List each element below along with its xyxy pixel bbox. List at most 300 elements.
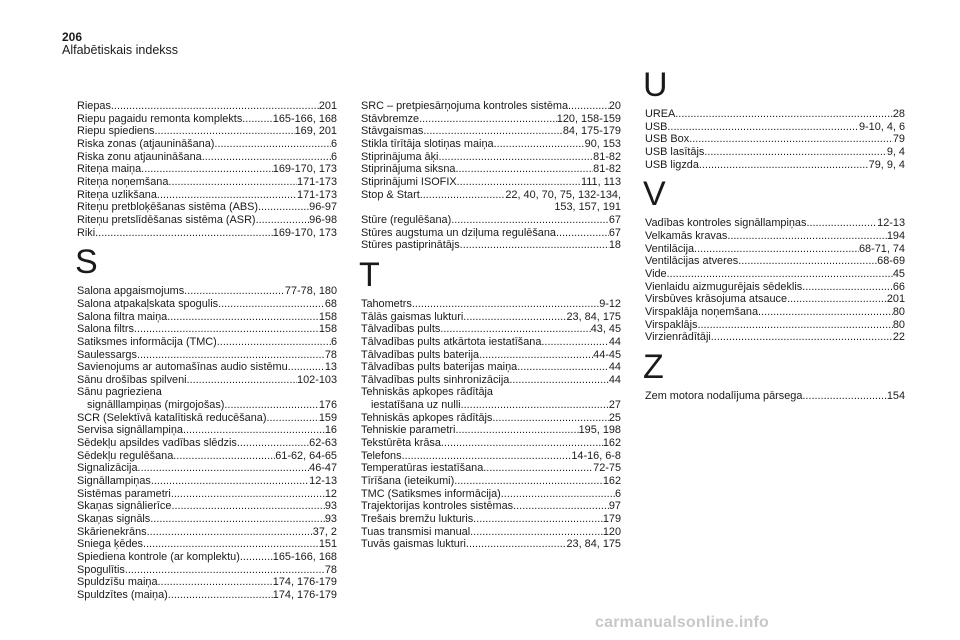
entry-pages: 12 [324, 487, 337, 500]
index-entry[interactable] [77, 538, 337, 551]
entry-name: Signalizācija [77, 462, 138, 475]
index-entry[interactable] [361, 176, 621, 189]
entry-name: Riteņa noņemšana [77, 175, 169, 188]
dot-leader [451, 214, 609, 227]
dot-leader [147, 526, 313, 539]
page-title: Alfabētiskais indekss [62, 43, 179, 57]
entry-pages: 68 [324, 297, 337, 310]
entry-name: Ventilācija [645, 242, 695, 255]
dot-leader [242, 113, 273, 126]
entry-name: Spiediena kontrole (ar komplektu) [77, 551, 240, 563]
section-letter: U [643, 66, 668, 104]
dot-leader [704, 146, 887, 159]
entry-pages: 195, 198 [578, 424, 621, 437]
dot-leader [463, 311, 566, 324]
dot-leader [402, 450, 572, 463]
dot-leader [168, 589, 273, 602]
index-entry[interactable] [77, 214, 337, 227]
entry-pages: 62-63 [309, 437, 337, 450]
index-entry[interactable] [361, 336, 621, 349]
dot-leader [237, 437, 309, 450]
index-entry[interactable] [361, 349, 621, 362]
entry-name: Tālvadības pults sinhronizācija [361, 373, 510, 386]
subentry-pages: 27 [608, 399, 621, 412]
section-letter: V [643, 175, 666, 214]
entry-pages: 22, 40, 70, 75, 132-134, [505, 188, 621, 201]
dot-leader [224, 399, 318, 412]
dot-leader [455, 424, 578, 437]
entry-pages: 79, 9, 4 [868, 158, 905, 171]
entry-pages: 6 [330, 150, 337, 163]
entry-name: USB lasītājs [645, 145, 705, 158]
index-entry[interactable] [77, 361, 337, 374]
index-entry[interactable] [77, 576, 337, 589]
dot-leader [699, 159, 869, 172]
dot-leader [141, 163, 273, 176]
entry-name: Signāllampiņas [77, 475, 151, 488]
entry-pages: 6 [614, 487, 621, 500]
subentry-pages: 176 [318, 399, 337, 412]
dot-leader [184, 285, 285, 298]
index-entry[interactable] [77, 437, 337, 450]
entry-pages: 194 [886, 229, 905, 242]
entry-name: Velkamās kravas [645, 229, 728, 242]
entry-name: Stāvgaismas [361, 125, 424, 138]
entry-pages: 25 [608, 411, 621, 424]
index-entry[interactable] [361, 450, 621, 463]
index-entry[interactable] [77, 201, 337, 214]
entry-pages-continued: 153, 157, 191 [554, 201, 621, 214]
entry-pages: 154 [886, 389, 905, 402]
entry-name: Stiprinājuma siksna [361, 163, 456, 176]
entry-name: Virspaklājs [645, 318, 698, 331]
dot-leader [492, 412, 609, 425]
entry-pages: 169-170, 173 [272, 163, 337, 176]
dot-leader [494, 138, 585, 151]
dot-leader [137, 349, 325, 362]
dot-leader [501, 488, 615, 501]
index-column-3 [645, 68, 905, 403]
index-entry[interactable] [645, 281, 905, 294]
index-entry[interactable] [645, 319, 905, 332]
dot-leader [513, 500, 609, 513]
index-entry[interactable] [361, 361, 621, 374]
dot-leader [556, 227, 609, 240]
entry-name: Stūre (regulēšana) [361, 213, 452, 226]
entry-pages: 61-62, 64-65 [275, 449, 337, 462]
entry-name: Sniega ķēdes [77, 538, 143, 551]
dot-leader [214, 138, 331, 151]
entry-name: Riki [77, 226, 96, 239]
index-entry[interactable] [361, 227, 621, 240]
entry-name: Tālvadības pults [361, 323, 441, 336]
entry-name: Riteņu pretbloķēšanas sistēma (ABS) [77, 201, 258, 214]
dot-leader [155, 125, 295, 138]
dot-leader [694, 243, 859, 256]
dot-leader [457, 176, 581, 189]
index-entry[interactable] [361, 239, 621, 252]
index-entry[interactable] [77, 138, 337, 151]
entry-name: Sēdekļu apsildes vadības slēdzis [77, 437, 237, 450]
dot-leader [167, 311, 319, 324]
entry-name: Stūres pastiprinātājs [361, 239, 460, 252]
index-entry[interactable] [645, 243, 905, 256]
index-entry[interactable] [361, 412, 621, 425]
index-entry[interactable] [77, 349, 337, 362]
entry-pages: 201 [318, 100, 337, 112]
entry-name: Stāvbremze [361, 112, 420, 125]
index-entry[interactable] [77, 189, 337, 202]
index-entry[interactable] [645, 133, 905, 146]
index-subentry[interactable] [361, 399, 621, 412]
entry-pages: 9, 4 [886, 145, 905, 158]
entry-pages: 23, 84, 175 [566, 538, 621, 551]
entry-name: Tehniskās apkopes rādītāja [361, 386, 493, 399]
index-entry[interactable] [77, 336, 337, 349]
dot-leader [441, 437, 603, 450]
index-entry[interactable] [77, 163, 337, 176]
entry-name: Ventilācijas atveres [645, 255, 739, 268]
index-entry[interactable] [645, 331, 905, 344]
entry-pages: 78 [324, 348, 337, 361]
dot-leader [711, 331, 893, 344]
entry-name: Riska zonas (atjaunināšana) [77, 137, 215, 150]
index-column-1 [77, 100, 337, 602]
entry-pages: 96-97 [309, 201, 337, 214]
index-entry[interactable] [361, 488, 621, 501]
entry-name: Virspaklāja noņemšana [645, 305, 759, 318]
dot-leader [171, 488, 325, 501]
entry-name: Servisa signāllampiņa [77, 424, 183, 437]
index-entry[interactable] [645, 230, 905, 243]
entry-pages: 66 [892, 280, 905, 293]
index-entry[interactable] [645, 268, 905, 281]
index-entry[interactable] [361, 214, 621, 227]
index-entry[interactable] [361, 526, 621, 539]
entry-name: Trešais bremžu lukturis [361, 513, 474, 526]
entry-pages: 169, 201 [294, 125, 337, 138]
entry-name: Zem motora nodalījuma pārsega [645, 389, 803, 402]
entry-name: Stūres augstuma un dziļuma regulēšana [361, 226, 556, 239]
index-entry[interactable] [77, 100, 337, 113]
entry-pages: 169-170, 173 [272, 226, 337, 239]
index-entry[interactable] [77, 285, 337, 298]
entry-pages: 9-10, 4, 6 [858, 120, 905, 133]
index-subentry[interactable] [77, 399, 337, 412]
entry-name: Salona apgaismojums [77, 285, 185, 298]
entry-name: Telefons [361, 449, 402, 462]
entry-pages: 44 [608, 335, 621, 348]
entry-name: Spogulītis [77, 563, 125, 576]
entry-pages: 9-12 [599, 297, 621, 310]
index-entry[interactable] [77, 564, 337, 577]
entry-pages: 77-78, 180 [284, 285, 337, 298]
entry-name: Riepu pagaidu remonta komplekts [77, 112, 243, 125]
entry-name: TMC (Satiksmes informācija) [361, 487, 501, 500]
dot-leader [787, 293, 887, 306]
entry-pages: 68-69 [877, 255, 905, 268]
index-entry[interactable] [77, 513, 337, 526]
entry-pages: 165-166, 168 [272, 551, 337, 563]
dot-leader [419, 113, 557, 126]
index-entry[interactable] [361, 298, 621, 311]
entry-name: Skaņas signāls [77, 513, 151, 526]
entry-name: Vienlaidu aizmugurējais sēdeklis [645, 280, 803, 293]
index-entry[interactable] [361, 538, 621, 551]
index-entry[interactable] [77, 462, 337, 475]
entry-name: Tālās gaismas lukturi [361, 310, 464, 323]
entry-pages: 44 [608, 373, 621, 386]
entry-pages: 120 [602, 525, 621, 538]
dot-leader [143, 538, 319, 551]
index-entry[interactable] [645, 159, 905, 172]
entry-pages: 80 [892, 318, 905, 331]
entry-pages: 93 [324, 513, 337, 526]
dot-leader [802, 390, 886, 403]
dot-leader [150, 513, 325, 526]
dot-leader [517, 361, 609, 374]
entry-pages: 22 [892, 331, 905, 344]
entry-name: Stikla tīrītāja slotiņas maiņa [361, 137, 494, 150]
entry-name: Sēdekļu regulēšana [77, 449, 174, 462]
entry-pages: 81-82 [593, 163, 621, 176]
index-entry[interactable] [77, 488, 337, 501]
dot-leader [158, 576, 273, 589]
entry-pages: 102-103 [297, 373, 337, 386]
index-entry[interactable] [77, 386, 337, 399]
index-entry[interactable] [361, 100, 621, 113]
entry-pages: 20 [608, 100, 621, 112]
index-entry[interactable] [77, 176, 337, 189]
dot-leader [256, 214, 310, 227]
index-entry[interactable] [77, 151, 337, 164]
entry-pages: 162 [602, 475, 621, 488]
entry-pages: 68-71, 74 [858, 242, 905, 255]
entry-pages: 201 [886, 293, 905, 306]
dot-leader [509, 374, 609, 387]
dot-leader [95, 227, 273, 240]
entry-pages: 171-173 [297, 175, 337, 188]
index-entry[interactable] [77, 500, 337, 513]
entry-pages: 12-13 [877, 217, 905, 230]
index-entry[interactable] [77, 125, 337, 138]
entry-name: Tehniskās apkopes rādītājs [361, 411, 493, 424]
index-entry[interactable] [361, 386, 621, 399]
index-entry[interactable] [77, 298, 337, 311]
dot-leader [183, 424, 325, 437]
subentry-name: iestatīšana uz nulli [371, 399, 461, 412]
entry-pages: 158 [318, 323, 337, 336]
dot-leader [675, 108, 893, 121]
entry-pages: 79 [892, 133, 905, 146]
index-entry[interactable] [361, 311, 621, 324]
index-entry[interactable] [645, 293, 905, 306]
entry-name: Saulessargs [77, 348, 137, 361]
entry-name: Stiprinājuma āķi [361, 150, 439, 163]
entry-name: Virsbūves krāsojuma atsauce [645, 293, 788, 306]
index-entry[interactable] [77, 227, 337, 240]
dot-leader [168, 176, 297, 189]
index-entry[interactable] [361, 475, 621, 488]
dot-leader [689, 133, 893, 146]
entry-pages: 44 [608, 361, 621, 374]
entry-pages: 90, 153 [584, 137, 621, 150]
entry-pages: 80 [892, 305, 905, 318]
dot-leader [479, 349, 593, 362]
entry-pages: 151 [318, 538, 337, 551]
index-entry[interactable] [77, 475, 337, 488]
index-entry[interactable] [361, 513, 621, 526]
entry-name: Sānu pagrieziena [77, 386, 162, 399]
entry-pages: 174, 176-179 [272, 588, 337, 601]
entry-name: Tālvadības pults atkārtota iestatīšana [361, 335, 542, 348]
dot-leader [240, 551, 273, 564]
entry-pages: 120, 158-159 [556, 112, 621, 125]
entry-name: Tahometrs [361, 297, 412, 310]
entry-name: USB ligzda [645, 158, 699, 171]
subentry-name: signālllampiņas (mirgojošas) [87, 399, 225, 412]
entry-pages: 78 [324, 563, 337, 576]
page-number: 206 [62, 30, 83, 44]
dot-leader [667, 121, 859, 134]
dot-leader [151, 475, 309, 488]
entry-pages: 16 [324, 424, 337, 437]
dot-leader [470, 526, 603, 539]
watermark: carmanualsonline.info [595, 614, 770, 631]
dot-leader [440, 323, 590, 336]
entry-name: Stiprinājumi ISOFIX [361, 175, 457, 188]
entry-pages: 14-16, 6-8 [571, 449, 621, 462]
index-entry[interactable] [77, 323, 337, 336]
entry-pages: 12-13 [309, 475, 337, 488]
index-entry[interactable] [361, 189, 621, 202]
entry-name: Trajektorijas kontroles sistēmas [361, 500, 514, 513]
dot-leader [187, 374, 297, 387]
entry-pages: 67 [608, 226, 621, 239]
dot-leader [202, 151, 331, 164]
section-letter: S [75, 243, 98, 282]
entry-pages: 162 [602, 437, 621, 450]
entry-name: Vide [645, 267, 667, 280]
entry-name: Tālvadības pults baterija [361, 348, 480, 361]
entry-name: Tuas transmisi manual [361, 525, 471, 538]
entry-name: Stop & Start [361, 188, 420, 201]
entry-pages: 23, 84, 175 [566, 310, 621, 323]
entry-name: Riska zonu atjaunināšana [77, 150, 202, 163]
entry-name: USB Box [645, 133, 690, 146]
index-entry[interactable] [361, 437, 621, 450]
dot-leader [738, 255, 877, 268]
dot-leader [266, 412, 318, 425]
entry-pages: 179 [602, 513, 621, 526]
index-entry[interactable] [361, 113, 621, 126]
dot-leader [461, 399, 609, 412]
index-entry[interactable] [77, 424, 337, 437]
entry-pages: 174, 176-179 [272, 576, 337, 589]
index-entry[interactable] [361, 138, 621, 151]
entry-pages: 165-166, 168 [272, 112, 337, 125]
entry-name: Virzienrādītāji [645, 331, 711, 344]
index-entry[interactable] [645, 255, 905, 268]
index-entry[interactable] [77, 113, 337, 126]
dot-leader [125, 564, 325, 577]
index-entry[interactable] [645, 217, 905, 230]
dot-leader [727, 230, 887, 243]
entry-name: Riepu spiediens [77, 125, 155, 138]
entry-name: Vadības kontroles signāllampiņas [645, 217, 807, 230]
dot-leader [423, 125, 563, 138]
index-entry[interactable] [361, 424, 621, 437]
entry-name: Temperatūras iestatīšana [361, 462, 484, 475]
dot-leader [541, 336, 608, 349]
entry-name: Tīrīšana (ieteikumi) [361, 475, 455, 488]
entry-name: Riteņu pretslīdēšanas sistēma (ASR) [77, 213, 256, 226]
index-entry[interactable] [77, 412, 337, 425]
dot-leader [697, 319, 892, 332]
entry-pages: 45 [892, 267, 905, 280]
index-entry[interactable] [645, 121, 905, 134]
dot-leader [111, 100, 319, 113]
dot-leader [134, 323, 319, 336]
entry-name: Tuvās gaismas lukturi [361, 538, 466, 551]
entry-name: Spuldzīšu maiņa [77, 576, 158, 589]
entry-pages: 72-75 [593, 462, 621, 475]
index-entry[interactable] [77, 551, 337, 564]
entry-name: Riteņa maiņa [77, 163, 142, 176]
index-entry[interactable] [361, 163, 621, 176]
index-entry[interactable] [361, 125, 621, 138]
dot-leader [460, 239, 609, 252]
dot-leader [454, 475, 603, 488]
entry-pages: 96-98 [309, 213, 337, 226]
entry-name: Skārienekrāns [77, 525, 147, 538]
index-entry[interactable] [77, 374, 337, 387]
index-entry[interactable] [645, 108, 905, 121]
entry-name: Sānu drošības spilveni [77, 373, 187, 386]
index-entry[interactable] [645, 306, 905, 319]
index-entry[interactable] [645, 146, 905, 159]
index-entry[interactable] [361, 151, 621, 164]
index-entry[interactable] [77, 450, 337, 463]
index-column-2 [361, 100, 621, 551]
section-letter: T [359, 255, 380, 294]
index-entry[interactable] [77, 589, 337, 602]
dot-leader [568, 100, 609, 113]
index-entry[interactable] [361, 374, 621, 387]
index-entry[interactable] [361, 500, 621, 513]
dot-leader [288, 361, 325, 374]
entry-name: Tekstūrēta krāsa [361, 437, 441, 450]
entry-name: Tehniskie parametri [361, 424, 456, 437]
index-entry[interactable] [361, 462, 621, 475]
entry-pages: 43, 45 [590, 323, 621, 336]
index-entry[interactable] [77, 311, 337, 324]
entry-pages: 93 [324, 500, 337, 513]
entry-pages: 18 [608, 239, 621, 252]
entry-pages: 46-47 [309, 462, 337, 475]
dot-leader [806, 217, 877, 230]
dot-leader [138, 462, 310, 475]
index-entry[interactable] [361, 323, 621, 336]
dot-leader [217, 336, 331, 349]
entry-pages: 171-173 [297, 188, 337, 201]
index-entry[interactable] [77, 526, 337, 539]
entry-pages: 97 [608, 500, 621, 513]
index-entry[interactable] [645, 390, 905, 403]
dot-leader [466, 538, 567, 551]
entry-name: Riepas [77, 100, 111, 112]
dot-leader [173, 450, 275, 463]
